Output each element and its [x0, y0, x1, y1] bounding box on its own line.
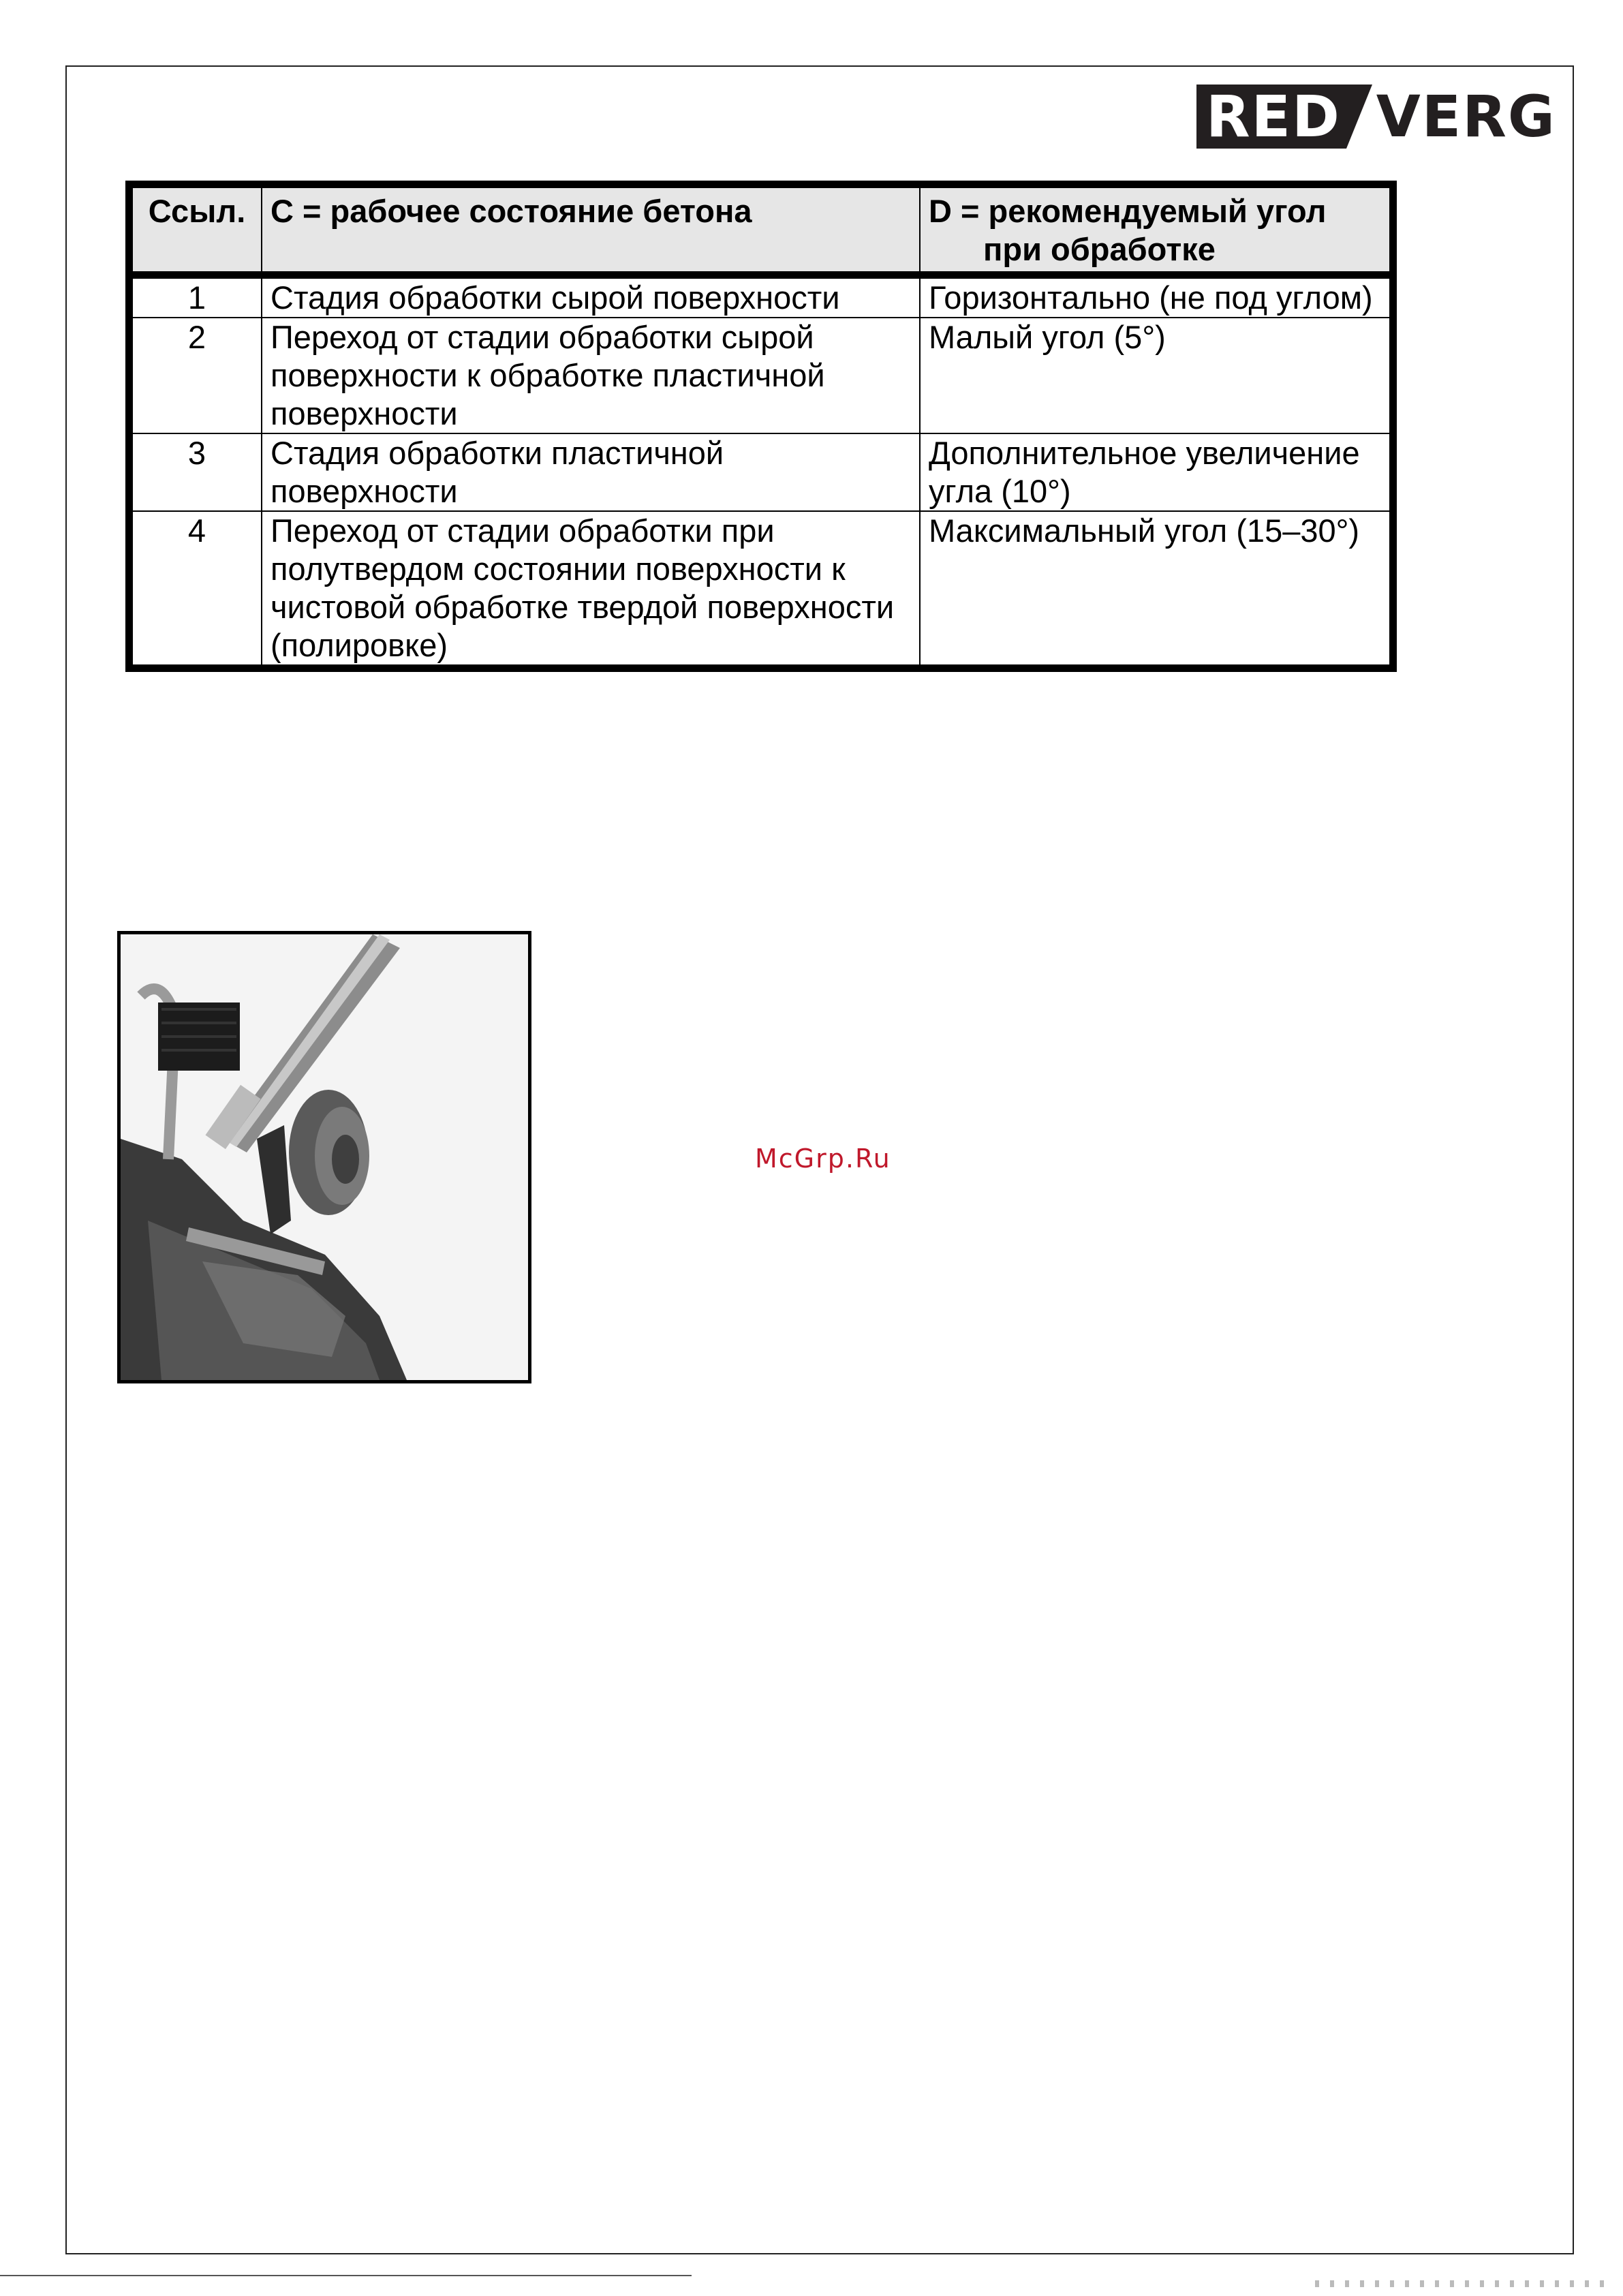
row-number: 2	[129, 318, 262, 433]
header-ref: Ссыл.	[129, 185, 262, 275]
row-state: Стадия обработки сырой поверхности	[262, 275, 920, 318]
redverg-logo	[1196, 85, 1556, 149]
row-number: 4	[129, 511, 262, 669]
machine-photo-illustration	[121, 934, 528, 1380]
header-angle-line1: D = рекомендуемый угол	[929, 193, 1327, 229]
table-row	[129, 318, 1393, 433]
footer-line	[0, 2275, 692, 2276]
logo-wedge	[1346, 85, 1372, 149]
row-angle: Малый угол (5°)	[920, 318, 1393, 433]
table-header-row	[129, 185, 1393, 275]
row-angle: Максимальный угол (15–30°)	[920, 511, 1393, 669]
table-row	[129, 433, 1393, 511]
row-state: Стадия обработки пластичной поверхности	[262, 433, 920, 511]
table-row	[129, 275, 1393, 318]
row-state: Переход от стадии обработки при полутвердом состоянии поверхности к чистовой обработке твердой поверхности (полировке)	[262, 511, 920, 669]
header-state: С = рабочее состояние бетона	[262, 185, 920, 275]
row-number: 3	[129, 433, 262, 511]
watermark: McGrp.Ru	[755, 1144, 891, 1174]
angle-table	[125, 181, 1397, 672]
logo-red-text: RED	[1196, 85, 1346, 149]
row-state: Переход от стадии обработки сырой поверхности к обработке пластичной поверхности	[262, 318, 920, 433]
logo-verg-text: VERG	[1376, 83, 1556, 150]
header-angle	[920, 185, 1393, 275]
footer-marks	[1315, 2280, 1615, 2287]
row-number: 1	[129, 275, 262, 318]
header-angle-line2: при обработке	[983, 231, 1216, 267]
table-row	[129, 511, 1393, 669]
row-angle: Дополнительное увеличение угла (10°)	[920, 433, 1393, 511]
machine-photo	[117, 931, 531, 1383]
row-angle: Горизонтально (не под углом)	[920, 275, 1393, 318]
